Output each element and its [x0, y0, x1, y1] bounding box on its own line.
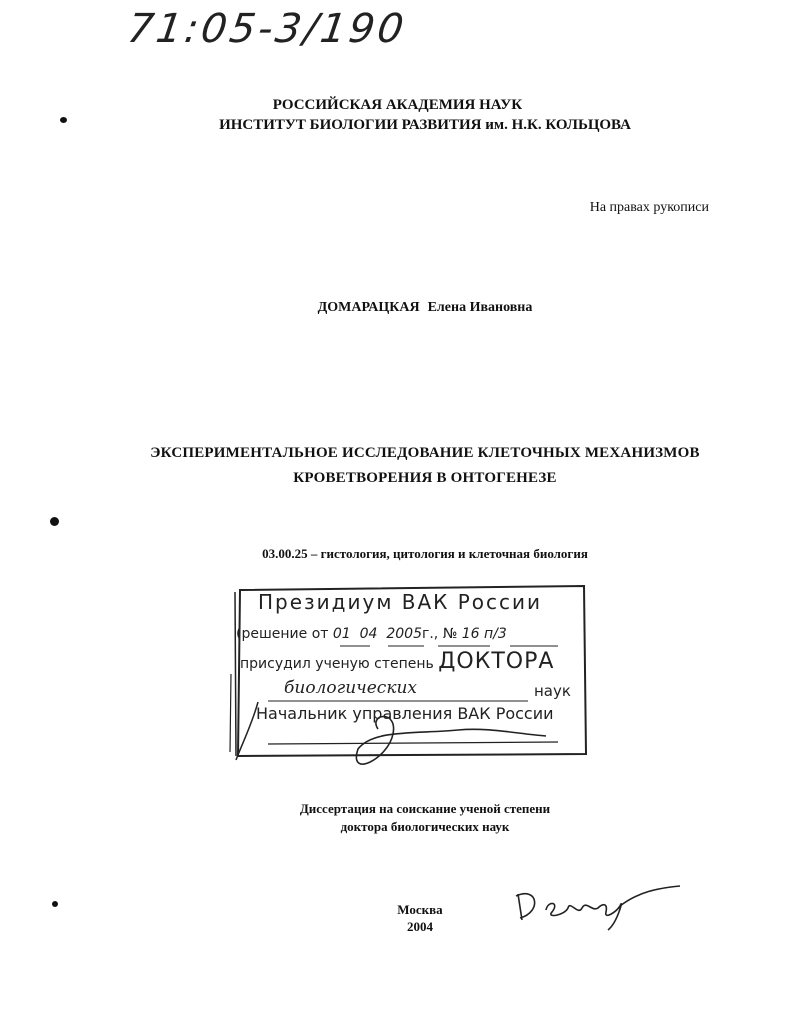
city-year — [390, 901, 450, 935]
specialty-code: 03.00.25 – гистология, цитология и клеточная биология — [262, 546, 588, 561]
stamp-awarded — [240, 649, 554, 674]
academy-name: РОССИЙСКАЯ АКАДЕМИЯ НАУК — [272, 97, 523, 113]
author-given-names: Елена Ивановна — [427, 300, 533, 315]
scan-speck — [60, 117, 67, 123]
stamp-decision — [236, 626, 507, 642]
stamp-title: Президиум ВАК России — [258, 590, 543, 614]
author-signature — [508, 882, 688, 932]
vak-stamp — [228, 584, 588, 760]
institute-name: ИНСТИТУТ БИОЛОГИИ РАЗВИТИЯ им. Н.К. КОЛЬЦОВА — [219, 117, 631, 133]
city: Москва — [397, 902, 443, 917]
archive-code: 71:05-3/190 — [124, 6, 410, 52]
year: 2004 — [407, 919, 433, 934]
author-name — [0, 300, 795, 316]
awarded-prefix: присудил ученую степень — [240, 656, 434, 672]
scan-speck — [50, 517, 59, 526]
dissertation-line-2: доктора биологических наук — [340, 819, 510, 834]
author-surname: ДОМАРАЦКАЯ — [317, 300, 420, 315]
rights-note: На правах рукописи — [589, 200, 709, 215]
decision-month: 04 — [359, 626, 378, 642]
decision-number: 16 п/3 — [461, 626, 507, 642]
dissertation-degree — [0, 800, 795, 836]
title-line-2: КРОВЕТВОРЕНИЯ В ОНТОГЕНЕЗЕ — [293, 470, 557, 486]
title-line-1: ЭКСПЕРИМЕНТАЛЬНОЕ ИССЛЕДОВАНИЕ КЛЕТОЧНЫХ МЕХАНИЗМОВ — [150, 445, 700, 461]
dissertation-line-1: Диссертация на соискание ученой степени — [299, 801, 551, 816]
field-suffix: наук — [534, 682, 571, 700]
stamp-chief: Начальник управления ВАК России — [256, 704, 554, 723]
decision-day: 01 — [332, 626, 351, 642]
field-handwritten: биологических — [284, 678, 418, 698]
decision-year-suffix: г., № — [421, 626, 458, 642]
degree-label: ДОКТОРА — [438, 649, 555, 674]
decision-prefix: (решение от — [236, 626, 329, 642]
dissertation-title — [0, 441, 795, 491]
decision-year: 2005 — [386, 626, 422, 642]
scan-speck — [52, 901, 58, 907]
